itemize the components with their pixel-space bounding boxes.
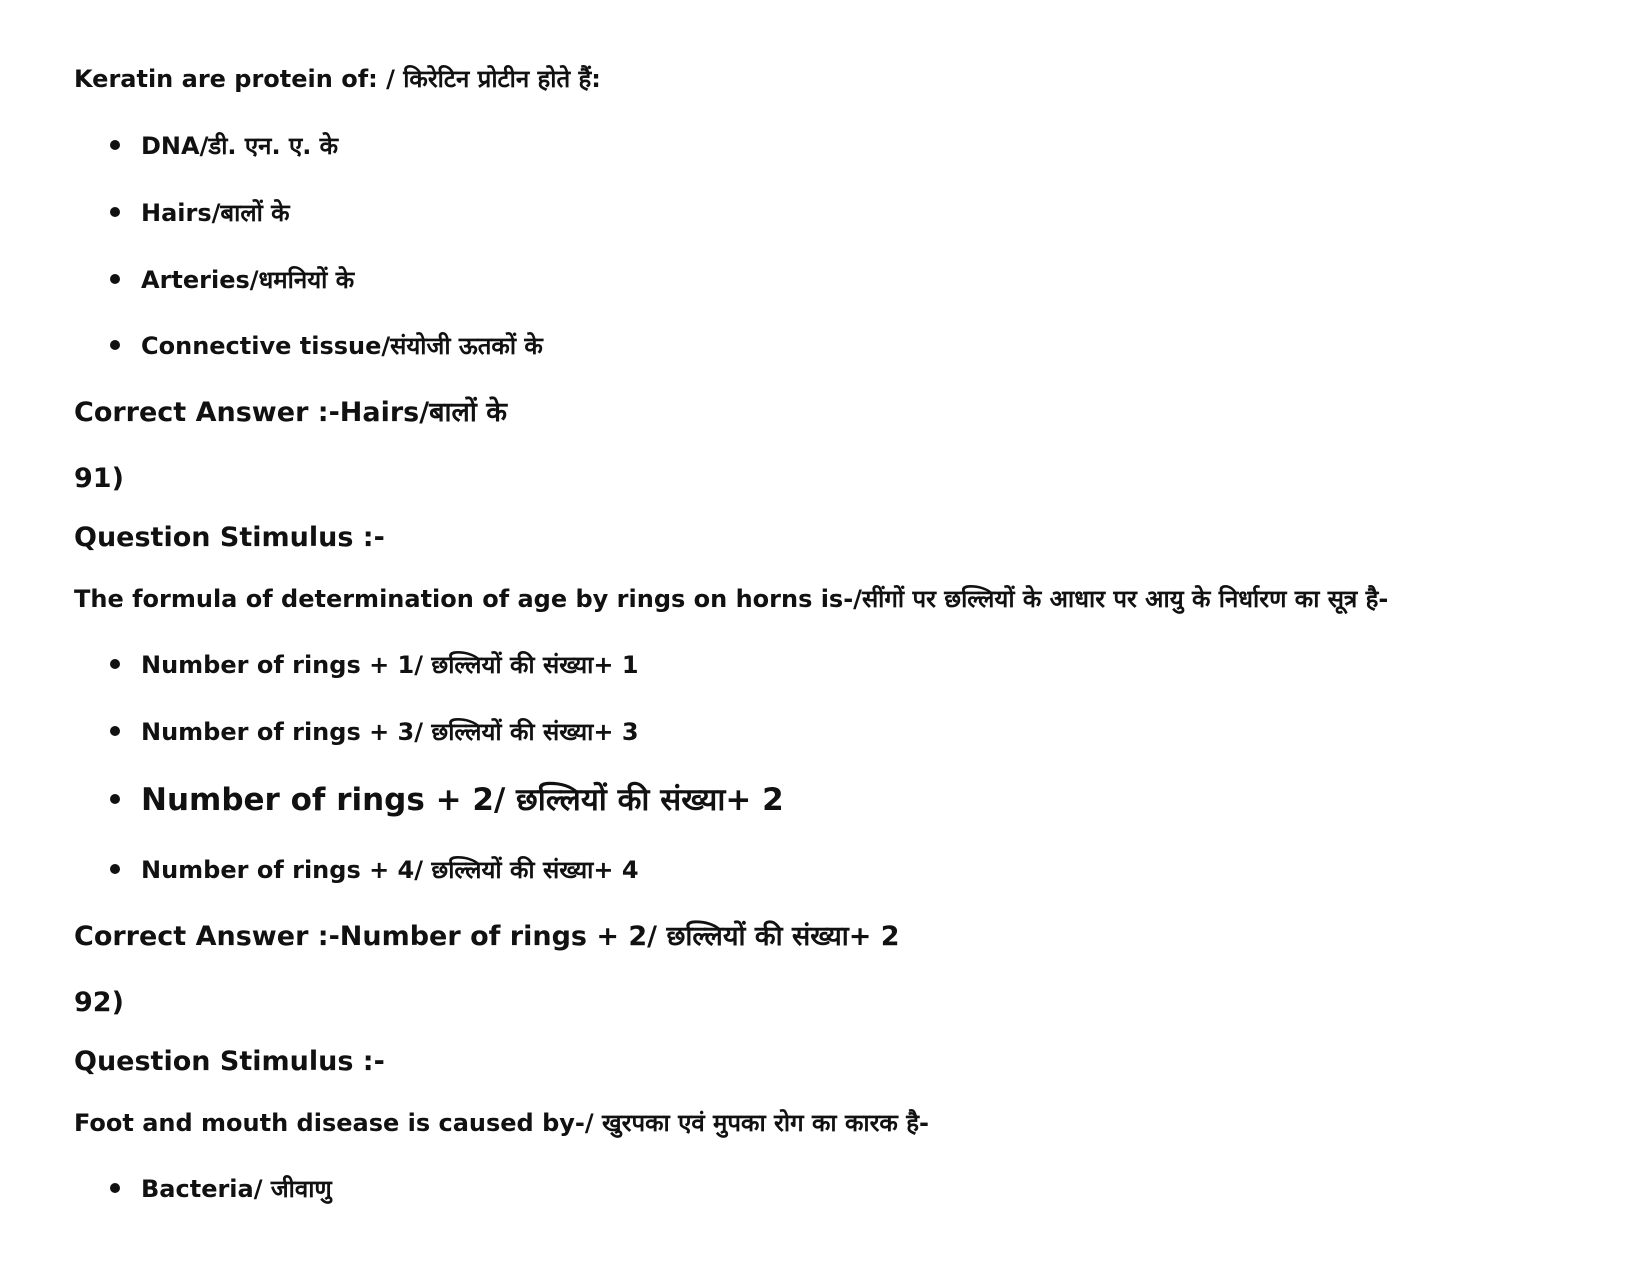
option-connective-tissue: Connective tissue/संयोजी ऊतकों के <box>141 332 543 360</box>
bullet-icon <box>110 864 120 874</box>
question-text-keratin: Keratin are protein of: / किरेटिन प्रोटीन होते हैं: <box>74 65 601 93</box>
option-dna: DNA/डी. एन. ए. के <box>141 132 339 160</box>
correct-answer-91: Correct Answer :-Number of rings + 2/ छल्लियों की संख्या+ 2 <box>74 921 900 952</box>
bullet-icon <box>110 207 120 217</box>
bullet-icon <box>110 726 120 736</box>
correct-answer-keratin: Correct Answer :-Hairs/बालों के <box>74 397 507 428</box>
option-rings-plus-3: Number of rings + 3/ छल्लियों की संख्या+ 3 <box>141 718 639 746</box>
option-hairs: Hairs/बालों के <box>141 199 290 227</box>
bullet-icon <box>110 340 120 350</box>
question-text-92: Foot and mouth disease is caused by-/ खुरपका एवं मुपका रोग का कारक है- <box>74 1109 929 1137</box>
option-rings-plus-2: Number of rings + 2/ छल्लियों की संख्या+ 2 <box>141 782 784 818</box>
bullet-icon <box>110 1183 120 1193</box>
bullet-icon <box>110 140 120 150</box>
question-stimulus-label-92: Question Stimulus :- <box>74 1046 385 1077</box>
question-text-91: The formula of determination of age by rings on horns is-/सींगों पर छल्लियों के आधार पर आयु के निर्धारण का सूत्र है- <box>74 585 1389 613</box>
bullet-icon <box>110 659 120 669</box>
question-number-91: 91) <box>74 463 124 494</box>
option-bacteria: Bacteria/ जीवाणु <box>141 1175 332 1203</box>
bullet-icon <box>110 794 120 804</box>
question-number-92: 92) <box>74 987 124 1018</box>
option-rings-plus-1: Number of rings + 1/ छल्लियों की संख्या+ 1 <box>141 651 639 679</box>
bullet-icon <box>110 274 120 284</box>
option-arteries: Arteries/धमनियों के <box>141 266 355 294</box>
option-rings-plus-4: Number of rings + 4/ छल्लियों की संख्या+ 4 <box>141 856 639 884</box>
question-stimulus-label-91: Question Stimulus :- <box>74 522 385 553</box>
